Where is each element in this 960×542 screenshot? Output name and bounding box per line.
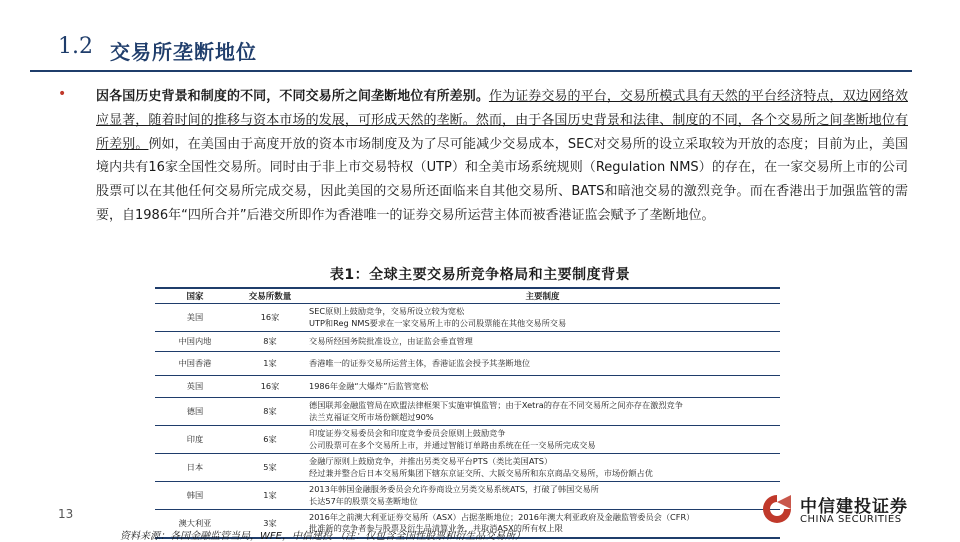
table-caption: 表1：全球主要交易所竞争格局和主要制度背景	[329, 267, 631, 283]
count-cell: 8家	[235, 398, 305, 426]
system-line: 交易所经国务院批准设立，由证监会垂直管理	[309, 335, 473, 346]
column-header-country: 国家	[155, 288, 235, 304]
system-cell	[305, 376, 780, 398]
system-cell	[305, 426, 780, 454]
count-cell: 8家	[235, 332, 305, 352]
count-cell: 5家	[235, 454, 305, 482]
system-line: 长达57年的股票交易垄断地位	[309, 495, 418, 506]
table-row	[155, 426, 780, 454]
table-row	[155, 304, 780, 332]
system-line: 香港唯一的证券交易所运营主体，香港证监会授予其垄断地位	[309, 357, 531, 368]
bullet-icon: •	[58, 86, 67, 102]
column-header-system: 主要制度	[305, 288, 780, 304]
system-line: 2013年韩国金融服务委员会允许券商设立另类交易系统ATS，打破了韩国交易所	[309, 484, 599, 494]
system-line: 2016年之前澳大利亚证券交易所（ASX）占据垄断地位；2016年澳大利亚政府及金融监管委员会（CFR）	[309, 511, 695, 522]
count-cell: 3家	[235, 510, 305, 538]
count-cell: 1家	[235, 482, 305, 510]
exchange-table	[155, 287, 780, 539]
source-note: 资料来源：各国金融监管当局，WFE，中信建投 （注：仅包含全国性股票和衍生品交易所）	[120, 531, 526, 542]
logo-mark-icon	[760, 492, 794, 526]
table-row	[155, 376, 780, 398]
paragraph-rest: 例如，在美国由于高度开放的资本市场制度及为了尽可能减少交易成本，SEC对交易所的设立采取较为开放的态度；目前为止，美国境内共有16家全国性交易所。同时由于非上市交易特权（UTP）和全美市场系统规则（Regulation NMS）的存在，在一家交易所上市的公司股票可以在其他任何交易所完成交易，因此美国的交易所还面临来自其他交易所、BATS和暗池交易的激烈竞争。而在香港出于加强监管的需要，自1986年“四所合并”后港交所即作为香港唯一的证券交易所运营主体而被香港证监会赋予了垄断地位。	[96, 136, 908, 223]
paragraph-lead: 因各国历史背景和制度的不同，不同交易所之间垄断地位有所差别。	[96, 89, 489, 104]
system-line: 经过兼并整合后日本交易所集团下辖东京证交所、大阪交易所和东京商品交易所，市场份额占优	[309, 467, 653, 478]
count-cell: 1家	[235, 352, 305, 376]
country-cell: 英国	[155, 376, 235, 398]
table-header-row	[155, 288, 780, 304]
system-cell	[305, 398, 780, 426]
country-cell: 印度	[155, 426, 235, 454]
page-title: 交易所垄断地位	[110, 40, 257, 64]
country-cell: 韩国	[155, 482, 235, 510]
system-line: SEC原则上鼓励竞争，交易所设立较为宽松	[309, 306, 465, 316]
logo-name: 中信建投证券	[800, 497, 908, 517]
company-logo	[760, 490, 920, 530]
system-line: 1986年金融“大爆炸”后监管宽松	[309, 380, 429, 391]
system-line: 金融厅原则上鼓励竞争，并推出另类交易平台PTS（类比美国ATS）	[309, 456, 553, 466]
country-cell: 中国香港	[155, 352, 235, 376]
section-number: 1.2	[58, 34, 93, 59]
country-cell: 日本	[155, 454, 235, 482]
table-row	[155, 332, 780, 352]
column-header-count: 交易所数量	[235, 288, 305, 304]
country-cell: 澳大利亚	[155, 510, 235, 538]
table-row	[155, 398, 780, 426]
table-row	[155, 352, 780, 376]
system-line: 德国联邦金融监管局在欧盟法律框架下实施审慎监管；由于Xetra的存在不同交易所之间亦存在激烈竞争	[309, 400, 683, 410]
country-cell: 美国	[155, 304, 235, 332]
table-row	[155, 482, 780, 510]
system-cell	[305, 304, 780, 332]
title-divider	[30, 70, 912, 72]
table-row	[155, 454, 780, 482]
country-cell: 中国内地	[155, 332, 235, 352]
system-cell	[305, 352, 780, 376]
count-cell: 16家	[235, 304, 305, 332]
paragraph-underlined: 作为证券交易的平台，交易所模式具有天然的平台经济特点，双边网络效应显著，随着时间的推移与资本市场的发展，可形成天然的垄断。然而，由于各国历史背景和法律、制度的不同，各个交易所之间垄断地位有所差别。	[96, 89, 908, 152]
body-paragraph	[96, 85, 908, 228]
country-cell: 德国	[155, 398, 235, 426]
count-cell: 16家	[235, 376, 305, 398]
system-line: UTP和Reg NMS要求在一家交易所上市的公司股票能在其他交易所交易	[309, 317, 567, 328]
system-line: 法兰克福证交所市场份额超过90%	[309, 411, 434, 422]
system-line: 批准新的竞争者参与股票及衍生品清算业务，并取消ASX的所有权上限	[309, 523, 563, 534]
system-cell	[305, 454, 780, 482]
system-cell	[305, 332, 780, 352]
system-line: 印度证券交易委员会和印度竞争委员会原则上鼓励竞争	[309, 428, 506, 438]
system-cell	[305, 482, 780, 510]
logo-english: CHINA SECURITIES	[800, 514, 902, 525]
count-cell: 6家	[235, 426, 305, 454]
page-number: 13	[58, 507, 74, 521]
system-line: 公司股票可在多个交易所上市，并通过智能订单路由系统在任一交易所完成交易	[309, 439, 596, 450]
